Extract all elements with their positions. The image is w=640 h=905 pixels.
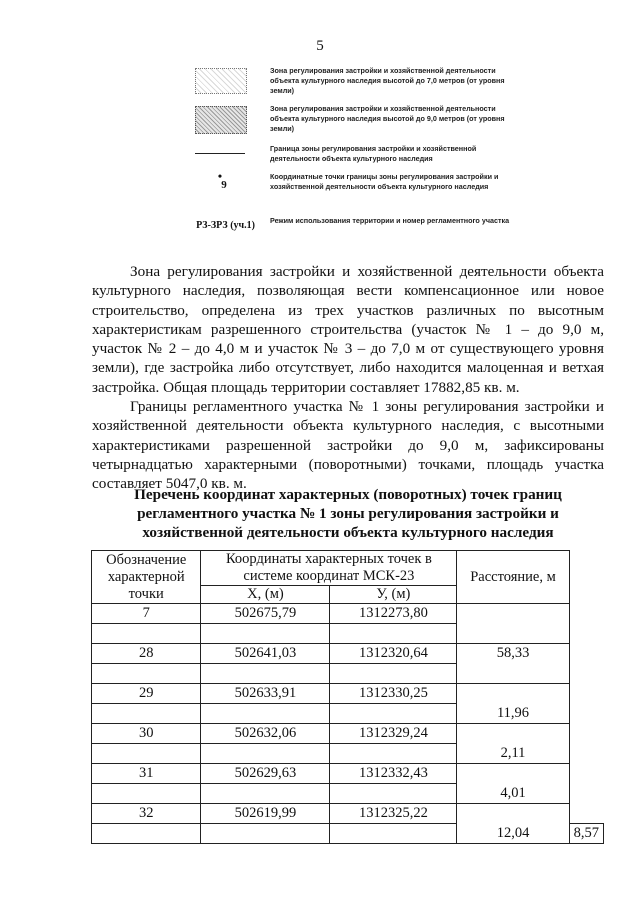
cell-point: 7 (92, 604, 201, 624)
header-coords: Координаты характерных точек в системе координат МСК-23 (201, 551, 457, 586)
legend-item-zone-7m (195, 66, 525, 100)
legend-item-point (195, 169, 525, 206)
table-row (92, 724, 604, 744)
header-y: У, (м) (330, 586, 457, 604)
coordinates-table (91, 550, 604, 844)
cell-distance: 12,04 (457, 804, 569, 844)
cell-blank (201, 784, 330, 804)
cell-y: 1312330,25 (330, 684, 457, 704)
legend-item-boundary (195, 144, 525, 168)
table-row (92, 764, 604, 784)
table-row (92, 644, 604, 664)
paragraph: Зона регулирования застройки и хозяйственной деятельности объекта культурного наследия, позволяющая вести компенсационное или новое строительство, определена из трех участков различных по высотным характеристикам разрешенного строительства (участок № 1 – до 9,0 м, участок № 2 – до 4,0 м и участок № 3 – до 7,0 м от существующего уровня земли), где застройка либо отсутствует, либо находится малоценная и ветхая застройка. Общая площадь территории составляет 17882,85 кв. м. (92, 263, 604, 396)
cell-blank (330, 744, 457, 764)
cell-blank (330, 784, 457, 804)
header-point: Обозначение характерной точки (92, 551, 201, 604)
cell-x: 502641,03 (201, 644, 330, 664)
cell-blank (201, 624, 330, 644)
table-title: Перечень координат характерных (поворотных) точек границ регламентного участка № 1 зоны регулирования застройки и хозяйственной деятельности объекта культурного наследия (134, 486, 562, 541)
cell-blank (201, 704, 330, 724)
cell-blank (92, 664, 201, 684)
cell-blank (330, 664, 457, 684)
cell-blank (330, 704, 457, 724)
header-x: X, (м) (201, 586, 330, 604)
cell-point: 30 (92, 724, 201, 744)
header-distance: Расстояние, м (457, 551, 569, 604)
boundary-line-icon (195, 153, 245, 154)
cell-distance: 11,96 (457, 684, 569, 724)
cell-x: 502629,63 (201, 764, 330, 784)
cell-x: 502633,91 (201, 684, 330, 704)
page-number: 5 (316, 38, 324, 54)
legend-text: Режим использования территории и номер регламентного участка (270, 216, 510, 225)
cell-blank (92, 824, 201, 844)
cell-blank (330, 624, 457, 644)
cell-point: 29 (92, 684, 201, 704)
cell-blank (92, 624, 201, 644)
cell-point: 31 (92, 764, 201, 784)
cell-distance: 8,57 (569, 824, 603, 844)
cell-distance: 2,11 (457, 724, 569, 764)
table-row (92, 804, 604, 824)
cell-y: 1312329,24 (330, 724, 457, 744)
cell-blank (201, 824, 330, 844)
cell-x: 502619,99 (201, 804, 330, 824)
legend-text: Координатные точки границы зоны регулирования застройки и хозяйственной деятельности объекта культурного наследия (270, 172, 499, 191)
table-header-row (92, 551, 604, 586)
table-row (92, 604, 604, 624)
cell-blank (330, 824, 457, 844)
table-row (92, 684, 604, 704)
cell-blank (92, 784, 201, 804)
cell-point: 28 (92, 644, 201, 664)
cell-blank (92, 744, 201, 764)
legend-text: Зона регулирования застройки и хозяйственной деятельности объекта культурного наследия высотой до 7,0 метров (от уровня земли) (270, 66, 505, 95)
cell-x: 502675,79 (201, 604, 330, 624)
cell-y: 1312325,22 (330, 804, 457, 824)
cell-point: 32 (92, 804, 201, 824)
regime-code: РЗ-ЗРЗ (уч.1) (196, 220, 255, 231)
body-text (92, 262, 604, 494)
legend-text: Граница зоны регулирования застройки и хозяйственной деятельности объекта культурного наследия (270, 144, 477, 163)
hatch-dark-icon (195, 106, 247, 134)
point-marker-icon: • 9 (195, 172, 245, 190)
paragraph: Границы регламентного участка № 1 зоны регулирования застройки и хозяйственной деятельности объекта культурного наследия, с высотными характеристиками разрешенной застройки до 9,0 м, зафиксированы четырнадцатью характерными (поворотными) точками, площадь участка составляет 5047,0 кв. м. (92, 398, 604, 493)
cell-blank (201, 664, 330, 684)
cell-distance: 4,01 (457, 764, 569, 804)
cell-y: 1312332,43 (330, 764, 457, 784)
point-label: 9 (221, 179, 227, 191)
legend-item-regime (195, 216, 525, 240)
cell-x: 502632,06 (201, 724, 330, 744)
legend-item-zone-9m (195, 104, 525, 138)
hatch-light-icon (195, 68, 247, 94)
cell-distance: 58,33 (457, 644, 569, 684)
cell-blank (201, 744, 330, 764)
cell-blank (92, 704, 201, 724)
legend-text: Зона регулирования застройки и хозяйственной деятельности объекта культурного наследия высотой до 9,0 метров (от уровня земли) (270, 104, 505, 133)
cell-y: 1312273,80 (330, 604, 457, 624)
cell-distance-blank (457, 604, 569, 644)
cell-y: 1312320,64 (330, 644, 457, 664)
